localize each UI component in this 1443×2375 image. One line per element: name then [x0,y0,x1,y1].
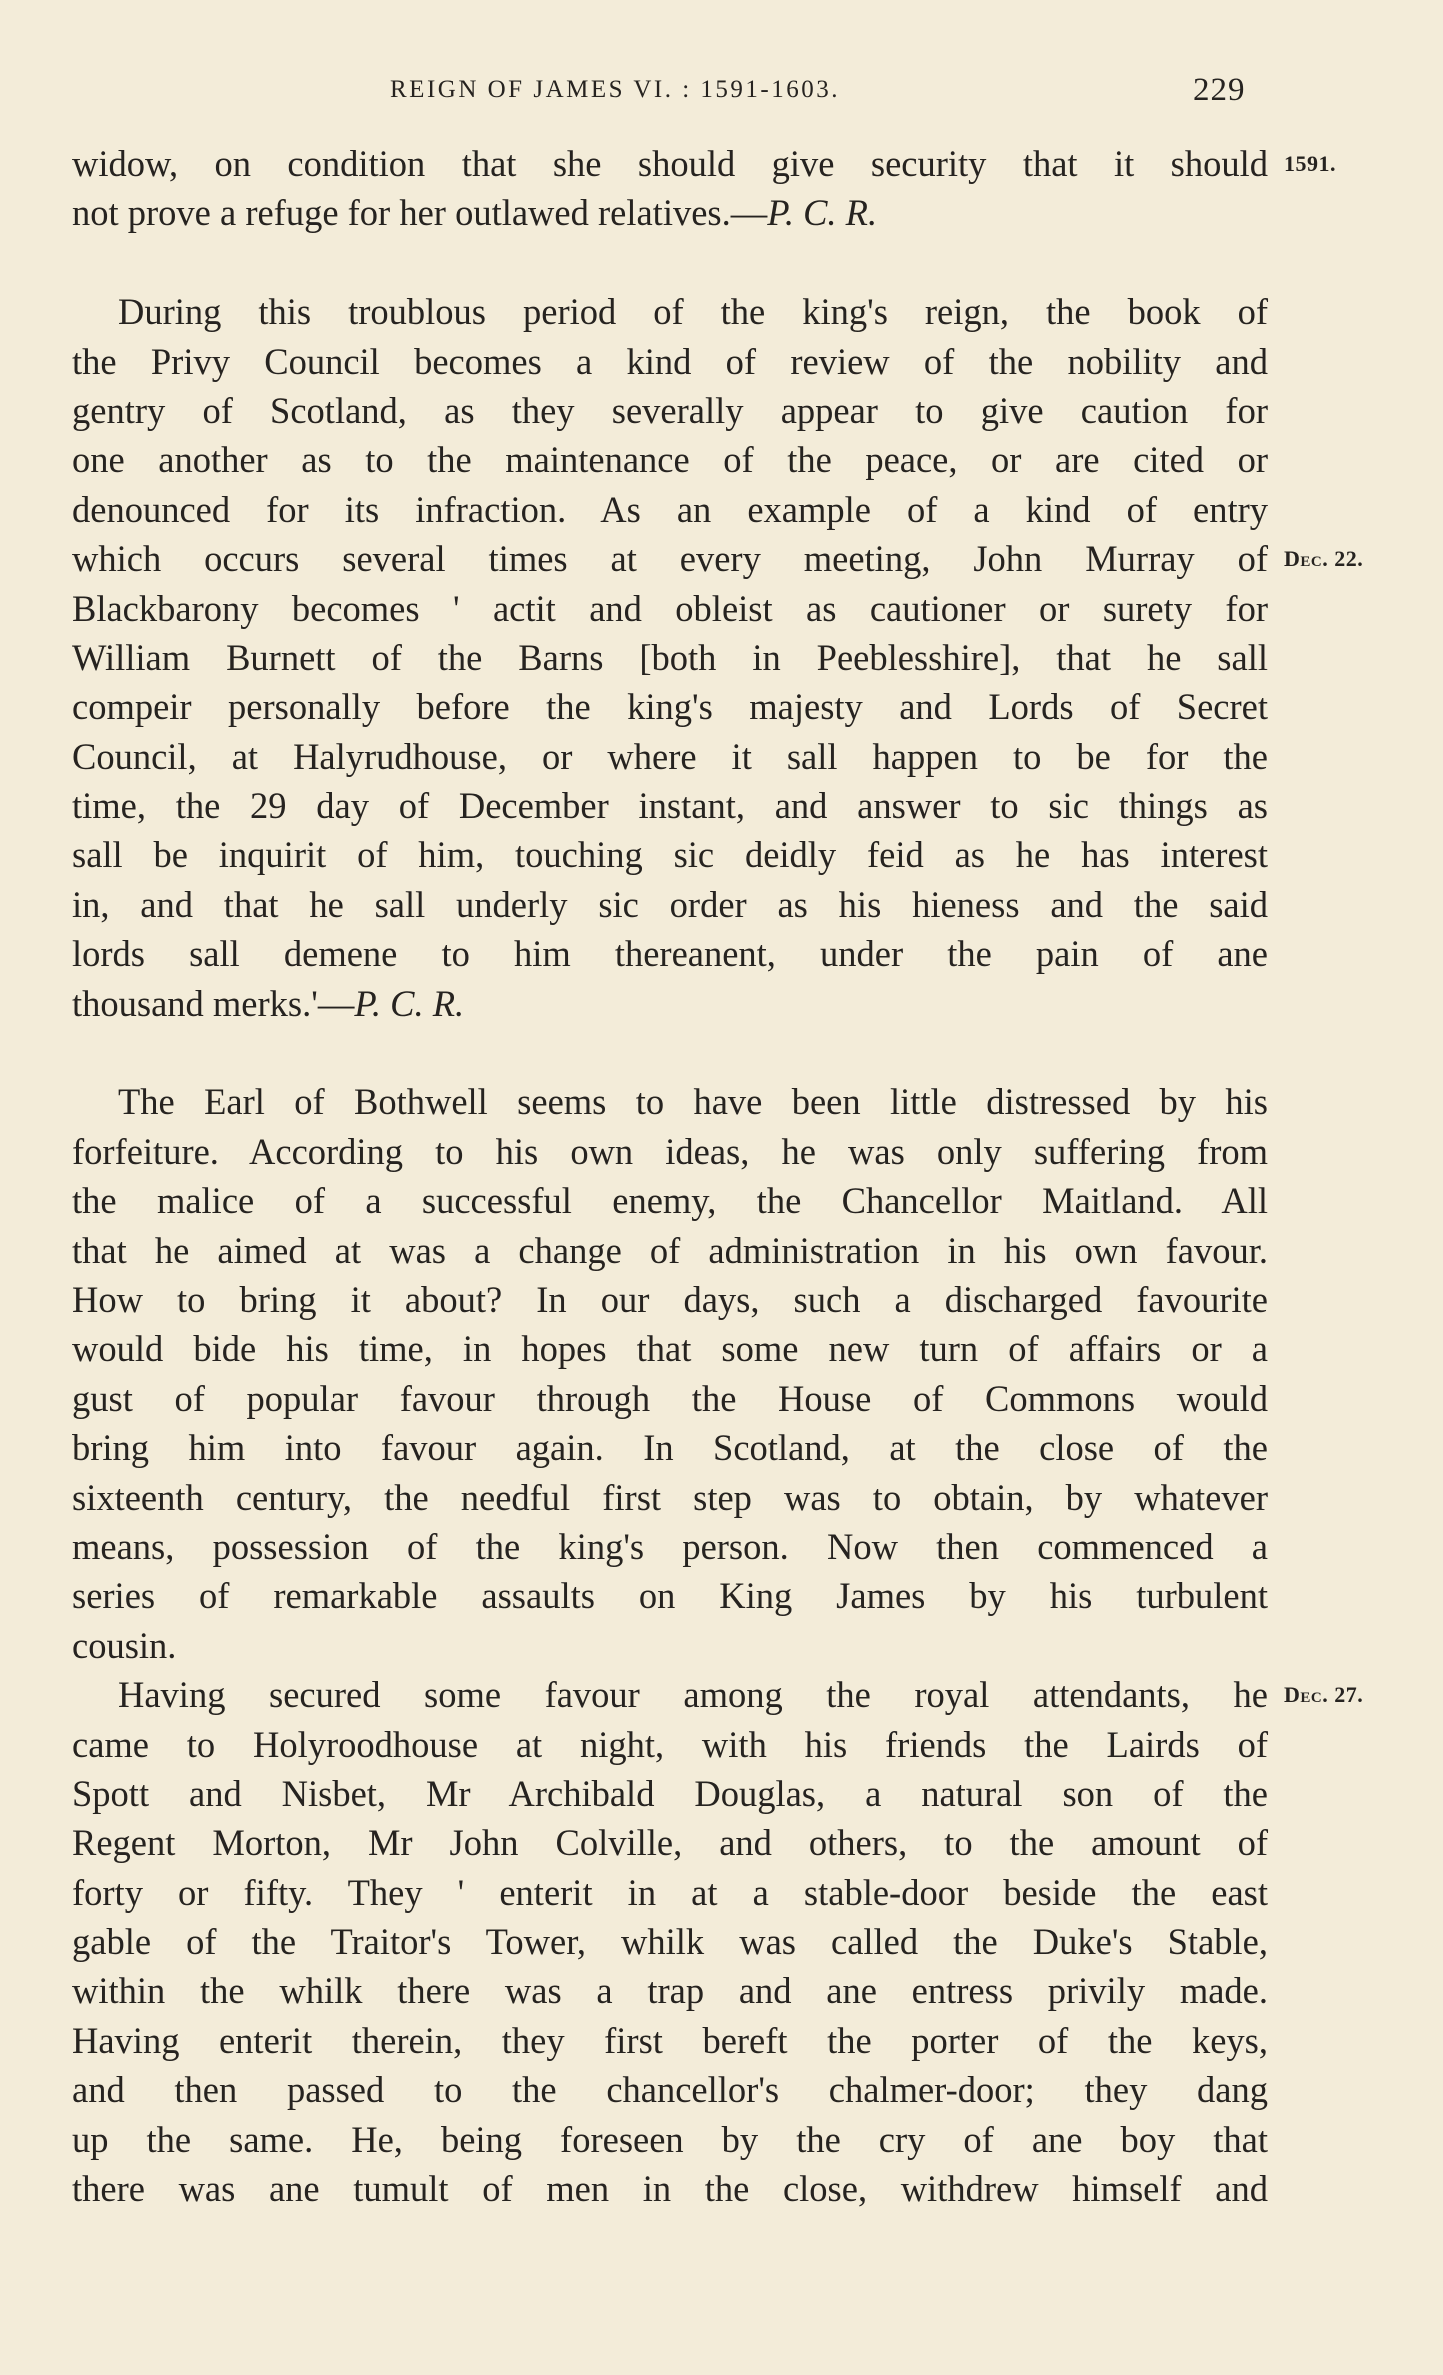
text-line: the malice of a successful enemy, the Chancellor Maitland. All [72,1180,1268,1222]
running-title: REIGN OF JAMES VI. : 1591-1603. [390,76,840,103]
text-line: Spott and Nisbet, Mr Archibald Douglas, a natural son of the [72,1772,1268,1814]
text-line: means, possession of the king's person. Now then commenced a [72,1525,1268,1567]
text-line: would bide his time, in hopes that some new turn of affairs or a [72,1328,1268,1370]
running-head [0,70,1443,110]
text-line: up the same. He, being foreseen by the cry of ane boy that [72,2118,1268,2160]
citation-pcr: P. C. R. [767,192,878,234]
text-line: widow, on condition that she should give security that it should 1591. [72,139,1268,188]
text-line: forty or fifty. They ' enterit in at a stable-door beside the east [72,1871,1268,1913]
text-line: one another as to the maintenance of the peace, or are cited or [72,439,1268,481]
margin-note-year: 1591. [1284,151,1336,176]
text-line: Regent Morton, Mr John Colville, and others, to the amount of [72,1822,1268,1864]
margin-note-dec22: Dec. 22. [1284,546,1364,572]
text-line: cousin. [72,1624,177,1666]
text-line: William Burnett of the Barns [both in Peeblesshire], that he sall [72,636,1268,678]
text-line: not prove a refuge for her outlawed relatives.—P. C. R. [72,192,878,234]
citation-pcr: P. C. R. [354,982,465,1024]
page-number: 229 [1193,72,1246,108]
text-line: which occurs several times at every meeting, John Murray of Dec. 22. [72,534,1268,583]
page-body [72,139,1364,2213]
text-line: Having secured some favour among the royal attendants, he Dec. 27. [72,1670,1268,1719]
text-line: sall be inquirit of him, touching sic deidly feid as he has interest [72,834,1268,876]
text-line: in, and that he sall underly sic order as his hieness and the said [72,883,1268,925]
text-line: and then passed to the chancellor's chalmer-door; they dang [72,2069,1268,2111]
text-line: gable of the Traitor's Tower, whilk was called the Duke's Stable, [72,1921,1268,1963]
text-line: came to Holyroodhouse at night, with his friends the Lairds of [72,1723,1268,1765]
text-line: During this troublous period of the king's reign, the book of [118,291,1268,333]
text-line: compeir personally before the king's majesty and Lords of Secret [72,686,1268,728]
text-line: denounced for its infraction. As an example of a kind of entry [72,488,1268,530]
text-line: series of remarkable assaults on King James by his turbulent [72,1575,1268,1617]
text-line: the Privy Council becomes a kind of review of the nobility and [72,340,1268,382]
text-line: within the whilk there was a trap and ane entress privily made. [72,1970,1268,2012]
text-line: lords sall demene to him thereanent, under the pain of ane [72,933,1268,975]
text-line: Council, at Halyrudhouse, or where it sall happen to be for the [72,735,1268,777]
text-line: How to bring it about? In our days, such a discharged favourite [72,1278,1268,1320]
text-line: gust of popular favour through the House of Commons would [72,1377,1268,1419]
text-line: there was ane tumult of men in the close, withdrew himself and [72,2168,1268,2210]
text-line: thousand merks.'—P. C. R. [72,982,465,1024]
text-line: Having enterit therein, they first bereft the porter of the keys, [72,2019,1268,2061]
text-line: gentry of Scotland, as they severally appear to give caution for [72,389,1268,431]
text-line: Blackbarony becomes ' actit and obleist as cautioner or surety for [72,587,1268,629]
text-line: bring him into favour again. In Scotland, at the close of the [72,1427,1268,1469]
text-line: time, the 29 day of December instant, and answer to sic things as [72,785,1268,827]
text-line: that he aimed at was a change of administration in his own favour. [72,1229,1268,1271]
text-line: sixteenth century, the needful first step was to obtain, by whatever [72,1476,1268,1518]
margin-note-dec27: Dec. 27. [1284,1682,1364,1708]
text-line: forfeiture. According to his own ideas, he was only suffering from [72,1130,1268,1172]
text-line: The Earl of Bothwell seems to have been little distressed by his [118,1081,1268,1123]
